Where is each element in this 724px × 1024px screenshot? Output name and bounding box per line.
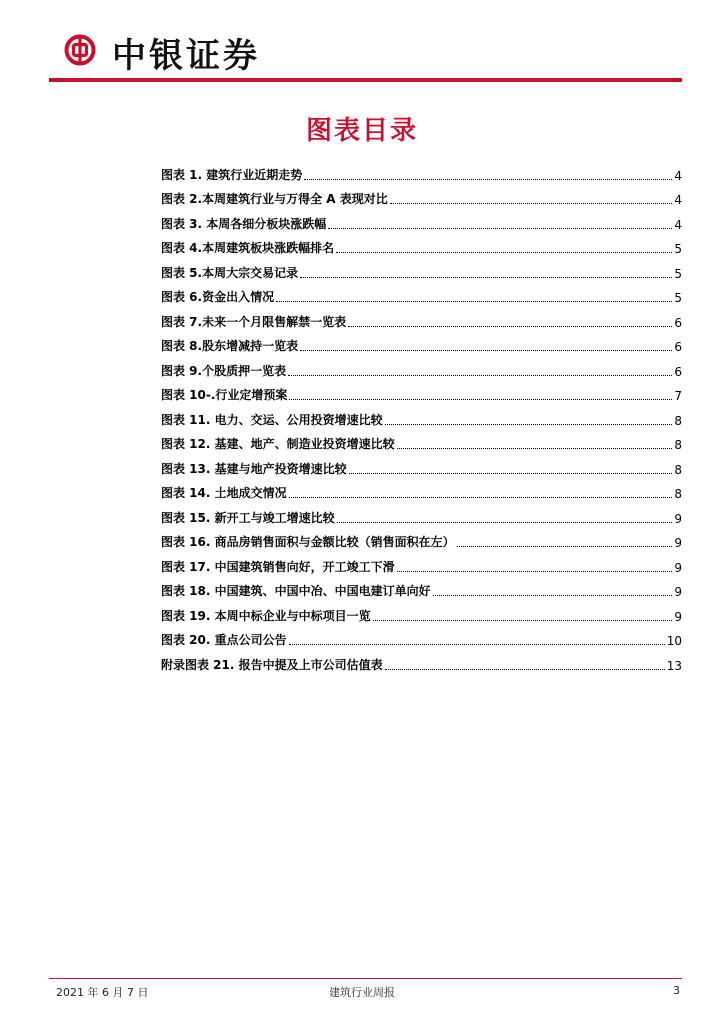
toc-entry[interactable]	[161, 379, 682, 404]
toc-entry-label: 图表 1. 建筑行业近期走势	[161, 167, 303, 182]
toc-entry-page: 8	[674, 487, 682, 501]
toc-dot-leader	[289, 399, 672, 400]
toc-entry-label: 图表 3. 本周各细分板块涨跌幅	[161, 216, 327, 231]
toc-entry-label: 附录图表 21. 报告中提及上市公司估值表	[161, 657, 383, 672]
toc-entry[interactable]	[161, 428, 682, 453]
toc-entry-page: 9	[674, 560, 682, 575]
toc-entry-label: 图表 10-.行业定增预案	[161, 388, 288, 402]
brand-name: 中银证券	[112, 36, 260, 76]
toc-dot-leader	[397, 571, 673, 572]
toc-entry[interactable]	[161, 526, 682, 551]
toc-dot-leader	[288, 375, 672, 376]
toc-entry[interactable]	[161, 599, 682, 624]
toc-dot-leader	[385, 424, 673, 425]
toc-entry-page: 7	[674, 389, 682, 403]
footer-report-title: 建筑行业周报	[329, 986, 395, 999]
footer-page-number: 3	[673, 984, 680, 997]
toc-entry-page: 6	[674, 315, 682, 330]
toc-entry-label: 图表 9.个股质押一览表	[161, 363, 287, 378]
toc-entry-label: 图表 14. 土地成交情况	[161, 486, 287, 500]
toc-entry-page: 8	[674, 413, 682, 428]
toc-list	[161, 158, 682, 673]
toc-entry[interactable]	[161, 501, 682, 526]
toc-entry[interactable]	[161, 624, 682, 649]
page-header	[0, 0, 724, 90]
toc-entry-label: 图表 2.本周建筑行业与万得全 A 表现对比	[161, 192, 388, 206]
toc-dot-leader	[373, 620, 673, 621]
toc-entry[interactable]	[161, 256, 682, 281]
toc-entry-label: 图表 4.本周建筑板块涨跌幅排名	[161, 241, 335, 255]
toc-entry[interactable]	[161, 354, 682, 379]
toc-entry[interactable]	[161, 477, 682, 502]
toc-entry-label: 图表 6.资金出入情况	[161, 290, 275, 304]
toc-entry-page: 9	[674, 609, 682, 624]
toc-dot-leader	[397, 448, 673, 449]
toc-entry-label: 图表 5.本周大宗交易记录	[161, 265, 299, 280]
toc-dot-leader	[300, 277, 672, 278]
toc-title: 图表目录	[305, 116, 418, 146]
toc-entry[interactable]	[161, 403, 682, 428]
toc-dot-leader	[433, 595, 673, 596]
toc-entry-page: 6	[674, 340, 682, 354]
toc-entry[interactable]	[161, 305, 682, 330]
toc-entry-page: 13	[666, 658, 682, 673]
toc-dot-leader	[348, 326, 672, 327]
toc-entry-label: 图表 19. 本周中标企业与中标项目一览	[161, 608, 371, 623]
toc-dot-leader	[337, 522, 673, 523]
toc-entry[interactable]	[161, 281, 682, 306]
toc-entry-page: 9	[674, 511, 682, 526]
toc-entry[interactable]	[161, 330, 682, 355]
toc-entry-label: 图表 17. 中国建筑销售向好，开工竣工下滑	[161, 559, 395, 574]
toc-entry[interactable]	[161, 550, 682, 575]
toc-entry-page: 9	[674, 536, 682, 550]
toc-dot-leader	[304, 179, 672, 180]
toc-entry-page: 8	[674, 438, 682, 452]
toc-entry[interactable]	[161, 183, 682, 208]
toc-dot-leader	[276, 301, 672, 302]
toc-entry[interactable]	[161, 158, 682, 183]
toc-entry[interactable]	[161, 452, 682, 477]
toc-dot-leader	[457, 546, 673, 547]
toc-entry-label: 图表 15. 新开工与竣工增速比较	[161, 510, 335, 525]
footer-date: 2021 年 6 月 7 日	[56, 986, 149, 999]
toc-entry-label: 图表 18. 中国建筑、中国中冶、中国电建订单向好	[161, 584, 431, 598]
toc-entry-page: 9	[674, 585, 682, 599]
footer-divider	[49, 978, 682, 979]
toc-dot-leader	[349, 473, 673, 474]
toc-dot-leader	[328, 228, 672, 229]
toc-entry-page: 4	[674, 193, 682, 207]
toc-entry-label: 图表 7.未来一个月限售解禁一览表	[161, 314, 347, 329]
toc-entry[interactable]	[161, 207, 682, 232]
toc-entry-page: 5	[674, 291, 682, 305]
toc-entry-page: 6	[674, 364, 682, 379]
toc-entry-page: 10	[666, 634, 682, 648]
toc-entry-page: 4	[674, 168, 682, 183]
toc-entry-page: 4	[674, 217, 682, 232]
toc-entry[interactable]	[161, 648, 682, 673]
toc-entry[interactable]	[161, 575, 682, 600]
toc-entry-label: 图表 12. 基建、地产、制造业投资增速比较	[161, 437, 395, 451]
toc-dot-leader	[289, 497, 673, 498]
toc-entry-label: 图表 13. 基建与地产投资增速比较	[161, 461, 347, 476]
bank-of-china-logo-icon	[64, 34, 96, 66]
toc-entry-page: 5	[674, 266, 682, 281]
toc-dot-leader	[385, 669, 665, 670]
toc-dot-leader	[289, 644, 665, 645]
toc-entry-page: 5	[674, 242, 682, 256]
toc-dot-leader	[390, 203, 673, 204]
toc-entry-label: 图表 20. 重点公司公告	[161, 633, 287, 647]
toc-entry-label: 图表 16. 商品房销售面积与金额比较（销售面积在左）	[161, 535, 455, 549]
toc-entry-label: 图表 8.股东增减持一览表	[161, 339, 299, 353]
toc-dot-leader	[336, 252, 672, 253]
header-divider	[49, 78, 682, 82]
toc-dot-leader	[300, 350, 672, 351]
toc-entry-page: 8	[674, 462, 682, 477]
toc-entry[interactable]	[161, 232, 682, 257]
toc-entry-label: 图表 11. 电力、交运、公用投资增速比较	[161, 412, 383, 427]
